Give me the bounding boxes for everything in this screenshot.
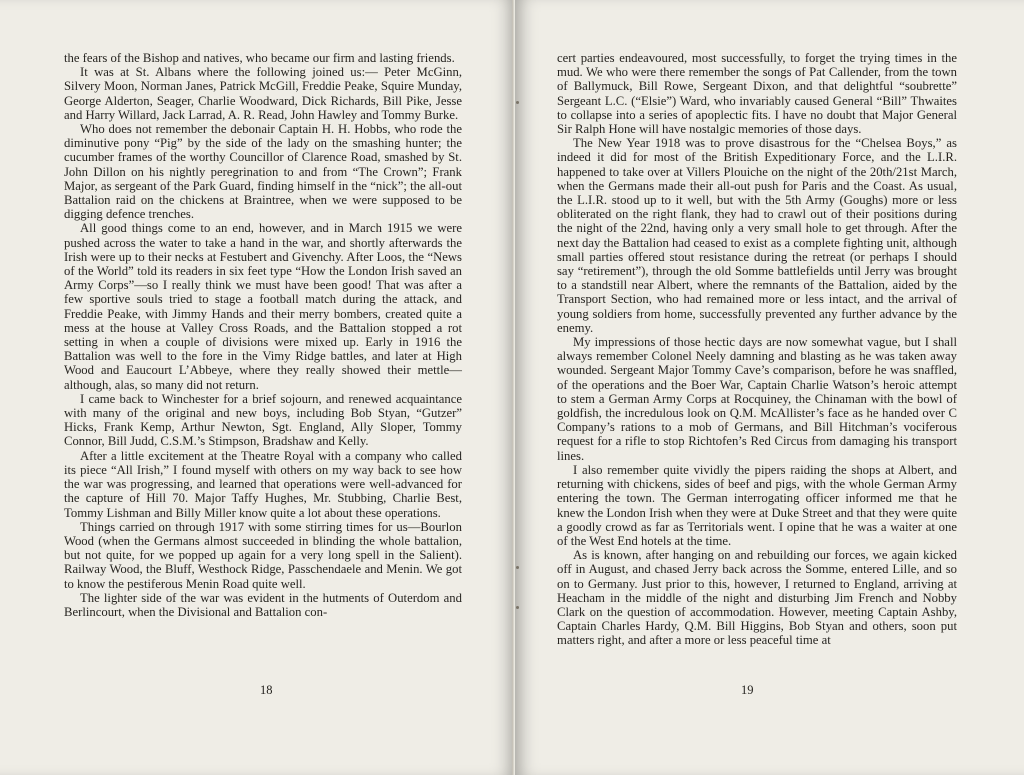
binding-mark — [516, 606, 519, 609]
paragraph: the fears of the Bishop and natives, who became our firm and lasting friends. — [64, 51, 455, 65]
paragraph: As is known, after hanging on and rebuilding our forces, we again kicked off in August, and chased Jerry back across the Somme, entered Lille, and so on to Germany. Just prior to this, however, I returned to England, arriving at Heacham in the middle of the night and disturbing Jim French and Nobby Clark on the question of accommodation. However, meeting Captain Ashby, Captain Charles Hardy, Q.M. Bill Higgins, Bob Styan and others, soon put matters right, and after a more or less peaceful time at — [557, 548, 957, 648]
binding-mark — [516, 566, 519, 569]
right-page-text — [557, 51, 957, 648]
paragraph: Who does not remember the debonair Captain H. H. Hobbs, who rode the diminutive pony “Pig” by the side of the lady on the smashing hunter; the cucumber frames of the worthy Councillor of Clarence Road, smashed by St. John Dillon on his nightly peregrination to and from “The Crown”; Frank Major, as sergeant of the Park Guard, finding himself in the “nick”; the all-out Battalion raid on the chickens at Braintree, when we were supposed to be digging defence trenches. — [64, 122, 462, 222]
page-number: 18 — [260, 683, 273, 697]
binding-mark — [516, 101, 519, 104]
paragraph: I also remember quite vividly the pipers raiding the shops at Albert, and returning with chickens, sides of beef and pigs, with the whole German Army entering the town. The German interrogating officer informed me that he knew the London Irish when they were at Duke Street and that they were quite a goodly crowd as far as Territorials went. I opine that he was a waiter at one of the West End hotels at the time. — [557, 462, 957, 548]
paragraph: I came back to Winchester for a brief sojourn, and renewed acquaintance with many of the original and new boys, including Bob Styan, “Gutzer” Hicks, Frank Kemp, Arthur Newton, Sgt. England, Ally Sloper, Tommy Connor, Bill Judd, C.S.M.’s Stimpson, Bradshaw and Kelly. — [64, 391, 462, 449]
paragraph: It was at St. Albans where the following joined us:— Peter McGinn, Silvery Moon, Norman Janes, Patrick McGill, Freddie Peake, Squire Munday, George Alderton, Seager, Charlie Woodward, Dick Richards, Bill Pike, Jesse and Harry Willard, Jack Larrad, A. R. Read, John Hawley and Tommy Burke. — [64, 65, 462, 122]
right-page — [515, 0, 1024, 775]
paragraph: Things carried on through 1917 with some stirring times for us—Bourlon Wood (when the Germans almost succeeded in blinding the whole battalion, but not quite, for we popped up again for a very long spell in the Salient). Railway Wood, the Bluff, Westhock Ridge, Passchendaele and Menin. We got to know the pestiferous Menin Road quite well. — [64, 519, 462, 591]
paragraph: The lighter side of the war was evident in the hutments of Outerdom and Berlincourt, when the Divisional and Battalion con- — [64, 590, 462, 619]
paragraph: My impressions of those hectic days are now somewhat vague, but I shall always remember Colonel Neely damning and blasting as he was taken away wounded. Sergeant Major Tommy Cave’s comparison, before he was snaffled, of the operations and the Boer War, Captain Charlie Watson’s heroic attempt to stem a German Army Corps at Rocquiney, the Chinaman with the bowl of goldfish, the incredulous look on Q.M. McAllister’s face as he handed over C Company’s rations to a mob of Germans, and Bill Hitchman’s vociferous request for a rifle to stop Richtofen’s Red Circus from damaging his transport lines. — [557, 335, 957, 463]
paragraph: cert parties endeavoured, most successfully, to forget the trying times in the mud. We who were there remember the songs of Pat Callender, from the town of Ballymuck, Bill Rowe, Sergeant Dixon, and that delightful “soubrette” Sergeant L.C. (“Elsie”) Ward, who invariably caused General “Bill” Thwaites to collapse into a series of apoplectic fits. I have no doubt that Major General Sir Ralph Hone will have nostalgic memories of those days. — [557, 51, 957, 137]
page-number: 19 — [741, 683, 754, 697]
paragraph: The New Year 1918 was to prove disastrous for the “Chelsea Boys,” as indeed it did for most of the British Expeditionary Force, and the L.I.R. happened to take over at Villers Plouiche on the night of the 20th/21st March, when the Germans made their all-out push for Paris and the Coast. As usual, the L.I.R. stood up to it well, but with the 5th Army (Goughs) more or less obliterated on the right flank, they had to crawl out of their positions during the night of the 22nd, having only a very small hole to get through. After the next day the Battalion had ceased to exist as a complete fighting unit, although small parties offered stout resistance during the retreat (or perhaps I should say “retirement”), through the old Somme battlefields until Jerry was brought to a standstill near Albert, where the remnants of the Battalion, aided by the Transport Section, who had remained more or less intact, and the arrival of young soldiers from home, successfully prevented any further advance by the enemy. — [557, 136, 957, 335]
paragraph: After a little excitement at the Theatre Royal with a company who called its piece “All Irish,” I found myself with others on my way back to see how the war was progressing, and learned that operations were well-advanced for the capture of Hill 70. Major Taffy Hughes, Mr. Stubbing, Charlie Best, Tommy Lishman and Billy Miller know quite a lot about these operations. — [64, 448, 462, 520]
paragraph: All good things come to an end, however, and in March 1915 we were pushed across the water to take a hand in the war, and shortly afterwards the Irish were up to their necks at Festubert and Givenchy. After Loos, the “News of the World” told its readers in six feet type “How the London Irish saved an Army Corps”—so I really think we must have been good! That was after a few sportive souls tried to stage a football match during the attack, and Freddie Peake, with Jimmy Hands and their merry bombers, created quite a mess at the house at Valley Cross Roads, and the Battalion stopped a rot setting in when a couple of divisions were mixed up. Early in 1916 the Battalion was well to the fore in the Vimy Ridge battles, and later at High Wood and Eaucourt L’Abbeye, where they really showed their mettle—although, alas, so many did not return. — [64, 221, 462, 392]
left-page-text — [64, 51, 462, 619]
